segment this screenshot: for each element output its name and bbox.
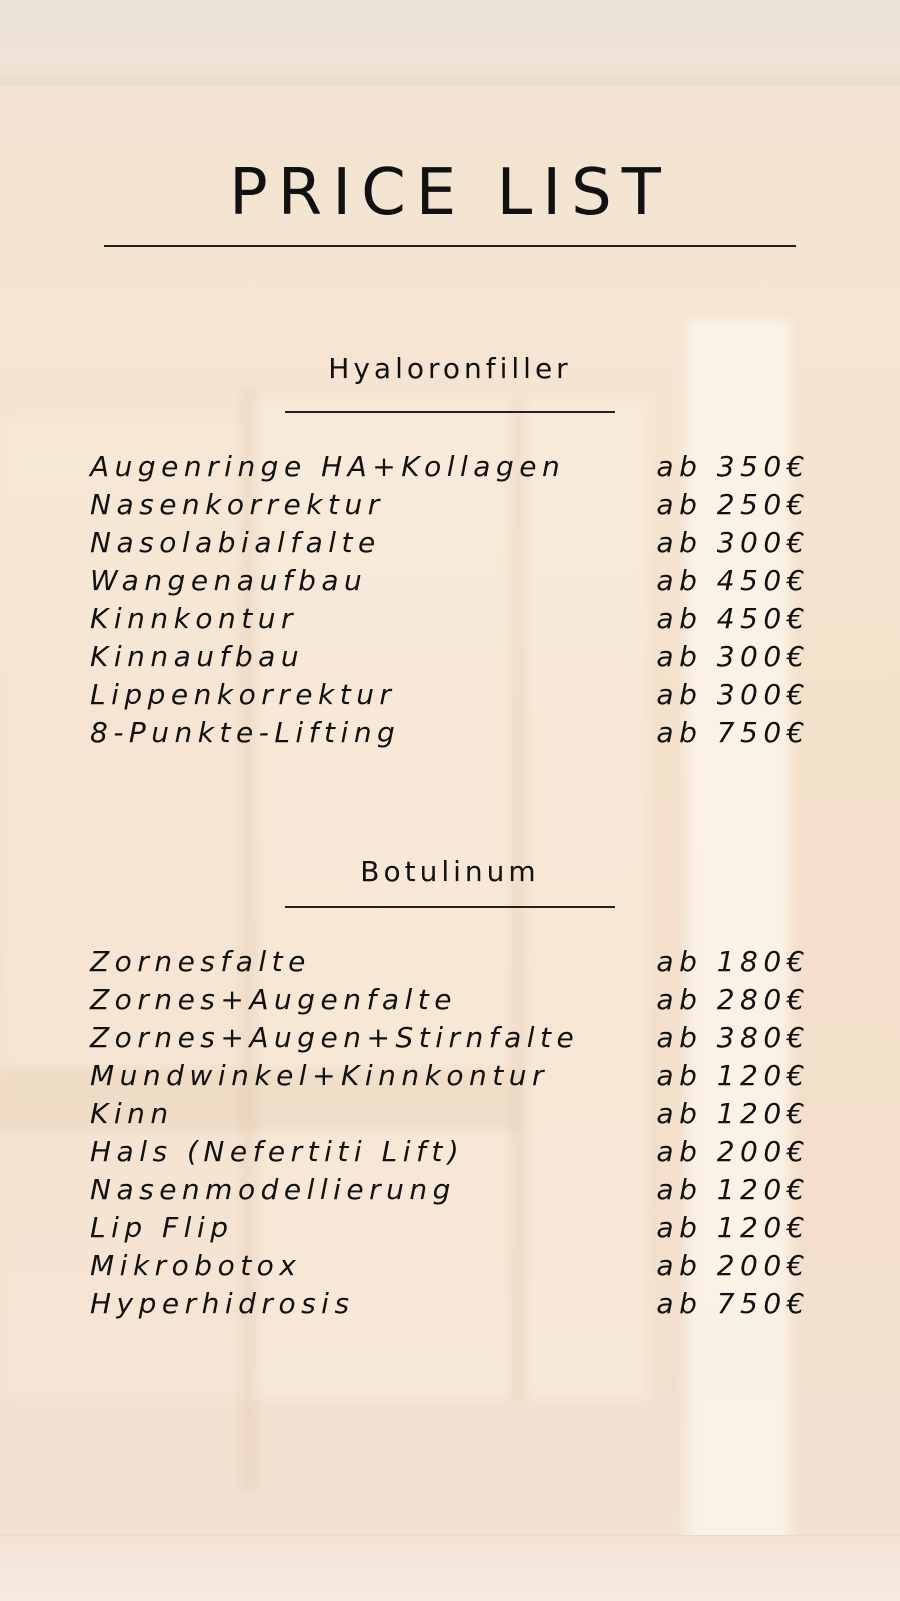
treatment-price: ab 450€	[656, 564, 810, 597]
treatment-name: Nasolabialfalte	[90, 526, 381, 559]
treatment-price: ab 750€	[656, 716, 810, 749]
price-row	[90, 1019, 810, 1057]
section-divider	[285, 906, 615, 908]
treatment-price: ab 300€	[656, 678, 810, 711]
treatment-price: ab 300€	[656, 640, 810, 673]
treatment-name: Lippenkorrektur	[90, 678, 397, 711]
treatment-price: ab 750€	[656, 1287, 810, 1320]
treatment-name: Kinn	[90, 1097, 174, 1130]
price-row	[90, 676, 810, 714]
treatment-price: ab 120€	[656, 1059, 810, 1092]
treatment-name: Nasenkorrektur	[90, 488, 385, 521]
treatment-name: Hals (Nefertiti Lift)	[90, 1135, 465, 1168]
price-row	[90, 1133, 810, 1171]
treatment-name: Zornes+Augenfalte	[90, 983, 457, 1016]
treatment-name: Zornesfalte	[90, 945, 311, 978]
section-heading-hyaloronfiller: Hyaloronfiller	[328, 352, 572, 385]
price-row	[90, 1171, 810, 1209]
treatment-price: ab 450€	[656, 602, 810, 635]
price-row	[90, 562, 810, 600]
price-row	[90, 448, 810, 486]
treatment-price: ab 120€	[656, 1211, 810, 1244]
treatment-name: Wangenaufbau	[90, 564, 368, 597]
price-row	[90, 1057, 810, 1095]
treatment-name: Zornes+Augen+Stirnfalte	[90, 1021, 580, 1054]
page-title: PRICE LIST	[229, 156, 671, 230]
treatment-name: Mundwinkel+Kinnkontur	[90, 1059, 549, 1092]
price-row	[90, 943, 810, 981]
treatment-price: ab 300€	[656, 526, 810, 559]
price-row	[90, 1095, 810, 1133]
section-heading-botulinum: Botulinum	[360, 855, 540, 888]
price-row	[90, 638, 810, 676]
treatment-name: Kinnkontur	[90, 602, 298, 635]
price-row	[90, 714, 810, 752]
price-row	[90, 1247, 810, 1285]
treatment-name: Kinnaufbau	[90, 640, 305, 673]
section-divider	[285, 411, 615, 413]
treatment-name: Augenringe HA+Kollagen	[90, 450, 566, 483]
treatment-name: Hyperhidrosis	[90, 1287, 355, 1320]
treatment-price: ab 350€	[656, 450, 810, 483]
price-row	[90, 600, 810, 638]
treatment-price: ab 120€	[656, 1097, 810, 1130]
title-divider	[104, 245, 796, 247]
price-row	[90, 981, 810, 1019]
treatment-price: ab 200€	[656, 1249, 810, 1282]
price-row	[90, 1209, 810, 1247]
price-row	[90, 1285, 810, 1323]
treatment-price: ab 250€	[656, 488, 810, 521]
treatment-name: 8-Punkte-Lifting	[90, 716, 401, 749]
treatment-price: ab 200€	[656, 1135, 810, 1168]
treatment-price: ab 380€	[656, 1021, 810, 1054]
treatment-name: Lip Flip	[90, 1211, 234, 1244]
treatment-price: ab 180€	[656, 945, 810, 978]
treatment-price: ab 120€	[656, 1173, 810, 1206]
treatment-price: ab 280€	[656, 983, 810, 1016]
treatment-name: Nasenmodellierung	[90, 1173, 456, 1206]
treatment-name: Mikrobotox	[90, 1249, 302, 1282]
price-row	[90, 524, 810, 562]
price-row	[90, 486, 810, 524]
